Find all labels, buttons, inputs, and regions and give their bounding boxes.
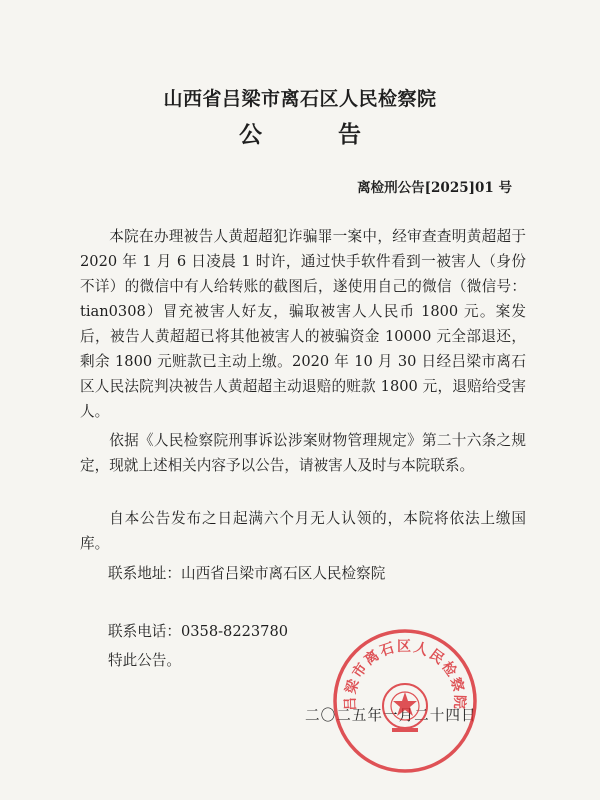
- contact-phone: 联系电话：0358-8223780: [108, 623, 289, 640]
- organization-name: 山西省吕梁市离石区人民检察院: [163, 88, 437, 110]
- document-number: 离检刑公告[2025]01 号: [357, 180, 512, 196]
- body-paragraph-case: 本院在办理被告人黄超超犯诈骗罪一案中，经审查查明黄超超于 2020 年 1 月 6 日凌晨 1 时许，通过快手软件看到一被害人（身份不详）的微信中有人给转账的截图后，遂使用自己的微信（微信号：tian0308）冒充被害人好友，骗取被害人人民币 1800 元。案发后，被告人黄超超已将其他被害人的被骗资金 10000 元全部退还，剩余 1800 元赃款已主动上缴。2020 年 10 月 30 日经吕梁市离石区人民法院判决被告人黄超超主动退赔的赃款 1800 元，退赔给受害人。: [80, 228, 526, 420]
- issue-date: 二〇二五年一月二十四日: [305, 707, 477, 724]
- seal-emblem-icon: [383, 684, 427, 732]
- seal-arc-text: 吕梁市离石区人民检察院: [342, 638, 468, 712]
- document-title: 公 告: [238, 121, 395, 148]
- body-paragraph-basis: 依据《人民检察院刑事诉讼涉案财物管理规定》第二十六条之规定，现就上述相关内容予以公告，请被害人及时与本院联系。: [80, 432, 526, 474]
- body-paragraph-deadline: 自本公告发布之日起满六个月无人认领的，本院将依法上缴国库。: [80, 510, 526, 552]
- contact-address: 联系地址：山西省吕梁市离石区人民检察院: [108, 565, 386, 582]
- closing-remark: 特此公告。: [108, 652, 181, 669]
- official-seal-stamp: [330, 626, 480, 776]
